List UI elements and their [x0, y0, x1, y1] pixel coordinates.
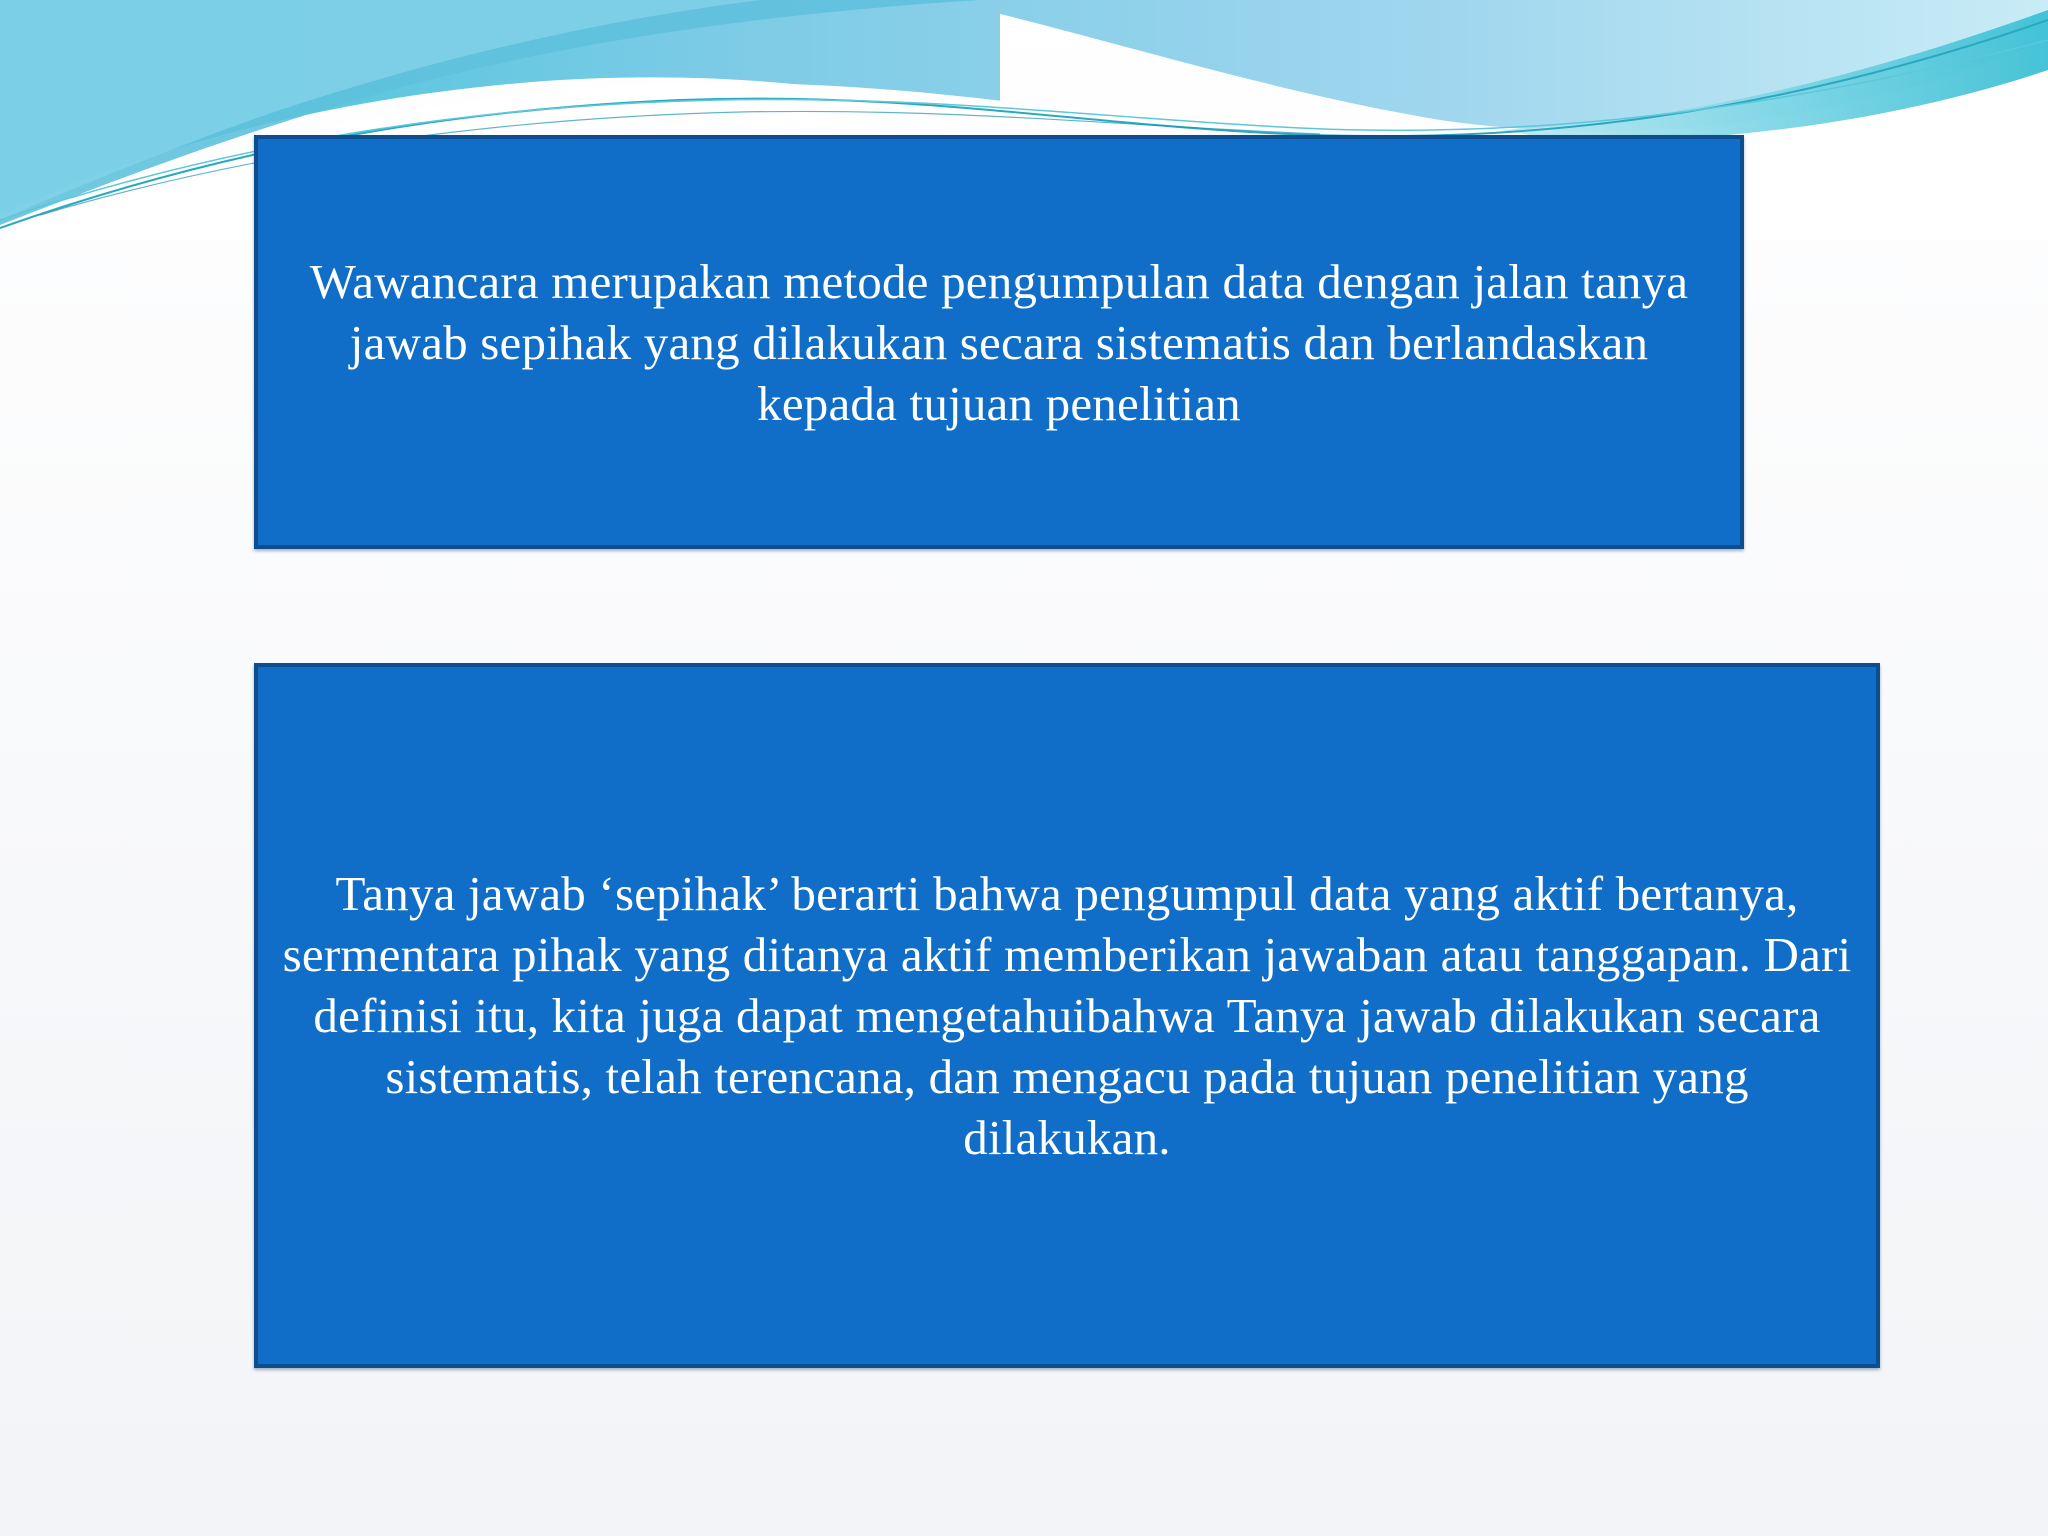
explanation-box	[254, 663, 1880, 1368]
explanation-text: Tanya jawab ‘sepihak’ berarti bahwa pengumpul data yang aktif bertanya, sermentara pihak yang ditanya aktif memberikan jawaban atau tanggapan. Dari definisi itu, kita juga dapat mengetahuibahwa Tanya jawab dilakukan secara sistematis, telah terencana, dan mengacu pada tujuan penelitian yang dilakukan.	[282, 866, 1852, 1165]
definition-text: Wawancara merupakan metode pengumpulan data dengan jalan tanya jawab sepihak yang dilakukan secara sistematis dan berlandaskan kepada tujuan penelitian	[309, 254, 1689, 431]
definition-box	[254, 135, 1744, 549]
